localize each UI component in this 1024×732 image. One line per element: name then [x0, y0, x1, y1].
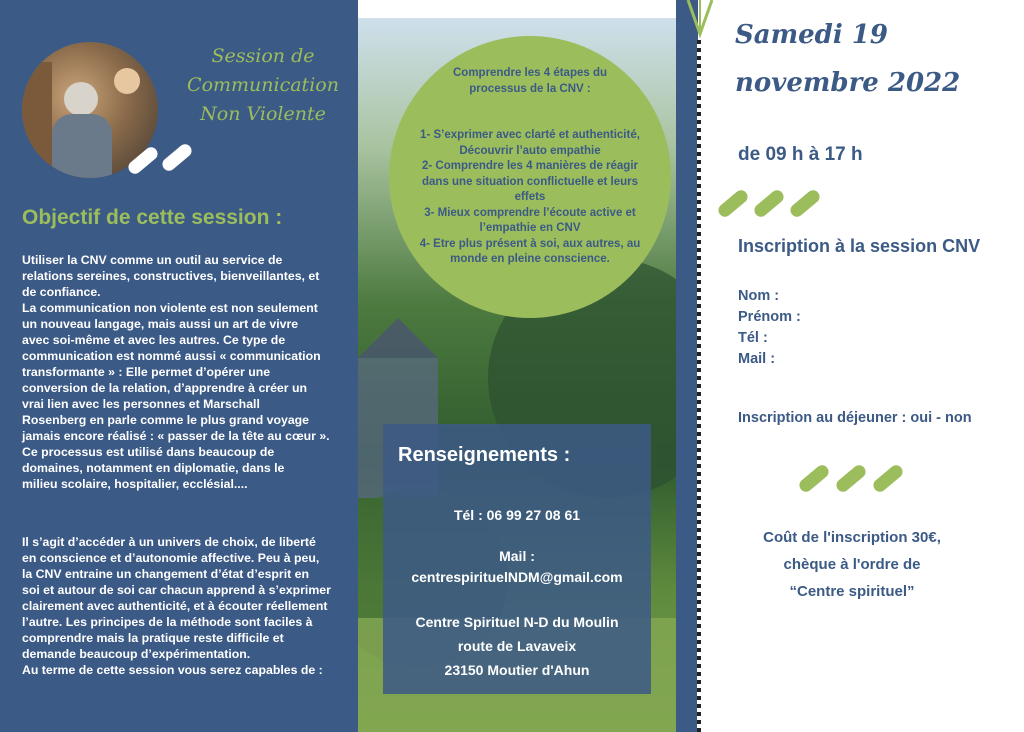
fold-strip [676, 0, 698, 732]
decor-dash-icon [752, 188, 786, 220]
objective-paragraph-1: Utiliser la CNV comme un outil au service de relations sereines, constructives, bienveillantes, et de confiance. La communication non violente est non seulement un nouveau langage, mais aussi un art de vivre avec soi-même et avec les autres. Ce type de communication est nommé aussi « communication transformante » : Elle permet d’opérer une conversion de la relation, d’apprendre à créer un vrai lien avec les personnes et Marschall Rosenberg en parle comme le plus grand voyage jamais encore réalisé : « passer de la tête au cœur ». Ce processus est utilisé dans beaucoup de domaines, notamment en diplomatie, dans le milieu scolaire, hospitalier, ecclésial.... [22, 253, 330, 491]
cost-info: Coût de l'inscription 30€, chèque à l'ordre de “Centre spirituel” [763, 529, 941, 600]
inscription-title: Inscription à la session CNV [738, 236, 981, 256]
decor-dash-icon [834, 463, 868, 495]
session-title: Session de Communication Non Violente [187, 45, 339, 125]
decor-dash-icon [797, 463, 831, 495]
info-mail-label: Mail : [499, 548, 535, 564]
form-label-nom: Nom : [738, 288, 780, 304]
info-heading: Renseignements : [398, 444, 571, 466]
perforation-line [697, 40, 701, 732]
date-line-1: Samedi 19 [735, 20, 888, 50]
decor-dash-icon [871, 463, 905, 495]
info-address-3: 23150 Moutier d'Ahun [444, 662, 590, 678]
form-label-prenom: Prénom : [738, 309, 801, 325]
objective-heading: Objectif de cette session : [22, 206, 283, 229]
decor-dash-icon [788, 188, 822, 220]
objective-paragraph-2: Il s’agit d’accéder à un univers de choix, de liberté en conscience et d’autonomie affective. Peu à peu, la CNV entraine un changement d’état d’esprit en soi et autour de soi car chacun apprend à s’exprimer clairement avec authenticité, et à écouter réellement l’autre. Les principes de la méthode sont faciles à comprendre mais la pratique reste difficile et demande beaucoup d’expérimentation. Au terme de cette session vous serez capables de : [22, 535, 331, 677]
lunch-option: Inscription au déjeuner : oui - non [738, 410, 972, 426]
info-address-1: Centre Spirituel N-D du Moulin [415, 614, 619, 630]
steps-list: 1- S’exprimer avec clarté et authenticité, Découvrir l’auto empathie 2- Comprendre les 4 manières de réagir dans une situation conflictuelle et leurs effets 3- Mieux comprendre l’écoute active et l’empathie en CNV 4- Etre plus présent à soi, aux autres, au monde en pleine conscience. [419, 129, 641, 265]
decor-dash-icon [716, 188, 750, 220]
form-label-tel: Tél : [738, 330, 768, 346]
date-line-2: novembre 2022 [735, 68, 961, 98]
hours: de 09 h à 17 h [738, 144, 863, 165]
pen-nib-icon [680, 0, 720, 40]
info-address-2: route de Lavaveix [457, 638, 577, 654]
form-label-mail: Mail : [738, 351, 776, 367]
info-email: centrespirituelNDM@gmail.com [411, 569, 623, 585]
steps-heading: Comprendre les 4 étapes du processus de la CNV : [452, 67, 608, 95]
info-phone: Tél : 06 99 27 08 61 [453, 507, 581, 523]
